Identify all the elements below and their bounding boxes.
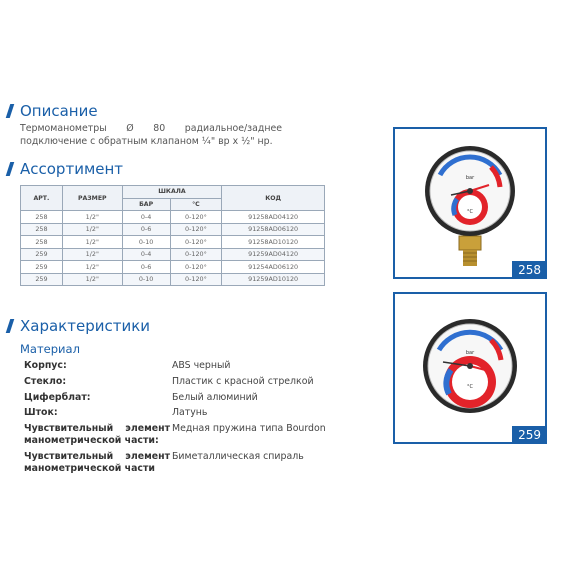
- description-heading: [8, 102, 98, 120]
- table-row: [21, 261, 325, 274]
- table-cell: 91259AD04120: [222, 248, 325, 261]
- property-key: Стекло:: [24, 375, 67, 387]
- photo-label-259: 259: [512, 426, 547, 444]
- property-row: [20, 360, 350, 372]
- table-cell: 0-120°: [170, 273, 222, 286]
- gauge-258-image: [395, 129, 545, 277]
- table-cell: 0-120°: [170, 261, 222, 274]
- table-cell: 0-6: [122, 223, 170, 236]
- table-row: [21, 273, 325, 286]
- table-cell: 0-6: [122, 261, 170, 274]
- table-cell: 0-120°: [170, 223, 222, 236]
- table-cell: 259: [21, 273, 63, 286]
- table-cell: 1/2": [62, 261, 122, 274]
- table-cell: 0-10: [122, 273, 170, 286]
- property-value: ABS черный: [172, 360, 231, 371]
- photo-label-258: 258: [512, 261, 547, 279]
- description-title: Описание: [20, 102, 98, 120]
- property-key: Корпус:: [24, 360, 67, 371]
- assortment-table: [20, 185, 325, 286]
- section-slash-icon: [6, 104, 15, 118]
- property-key: Шток:: [24, 407, 58, 419]
- table-cell: 91254AD06120: [222, 261, 325, 274]
- gauge-unit-celsius: °C: [467, 384, 473, 390]
- desc-word: 80: [153, 123, 166, 134]
- table-cell: 259: [21, 261, 63, 274]
- col-header-bar: БАР: [122, 198, 170, 211]
- gauge-unit-bar: bar: [465, 350, 475, 356]
- product-photo-258: [393, 127, 547, 279]
- table-cell: 1/2": [62, 236, 122, 249]
- table-cell: 0-120°: [170, 236, 222, 249]
- table-cell: 1/2": [62, 211, 122, 224]
- property-row: [20, 376, 350, 388]
- table-cell: 258: [21, 223, 63, 236]
- col-header-celsius: °С: [170, 198, 222, 211]
- properties-list: [20, 360, 350, 478]
- property-key: Чувствительный элемент манометрической части:: [24, 423, 170, 446]
- col-header-scale: ШКАЛА: [122, 186, 222, 199]
- property-value: Латунь: [172, 407, 208, 419]
- table-row: [21, 236, 325, 249]
- table-cell: 0-10: [122, 236, 170, 249]
- table-cell: 1/2": [62, 223, 122, 236]
- description-text: [20, 122, 282, 148]
- property-value: Биметаллическая спираль: [172, 450, 304, 462]
- material-subtitle: Материал: [20, 342, 80, 356]
- desc-word: Ø: [126, 123, 134, 134]
- property-value: Белый алюминий: [172, 391, 258, 403]
- property-value: Медная пружина типа Bourdon: [172, 423, 326, 435]
- table-cell: 91258AD10120: [222, 236, 325, 249]
- table-cell: 1/2": [62, 273, 122, 286]
- product-photo-259: [393, 292, 547, 444]
- table-cell: 0-120°: [170, 211, 222, 224]
- property-value: Пластик с красной стрелкой: [172, 375, 314, 387]
- characteristics-title: Характеристики: [20, 317, 151, 335]
- property-row: [20, 392, 350, 404]
- table-cell: 91258AD06120: [222, 223, 325, 236]
- table-row: [21, 211, 325, 224]
- col-header-art: АРТ.: [21, 186, 63, 211]
- table-cell: 259: [21, 248, 63, 261]
- assortment-heading: [8, 160, 123, 178]
- table-cell: 0-120°: [170, 248, 222, 261]
- property-row: [20, 451, 350, 475]
- col-header-size: РАЗМЕР: [62, 186, 122, 211]
- table-cell: 1/2": [62, 248, 122, 261]
- gauge-unit-bar: bar: [465, 175, 475, 181]
- property-key: Циферблат:: [24, 391, 91, 403]
- property-row: [20, 407, 350, 419]
- table-cell: 0-4: [122, 211, 170, 224]
- table-cell: 258: [21, 236, 63, 249]
- property-key: Чувствительный элемент манометрической части: [24, 450, 170, 474]
- table-cell: 91258AD04120: [222, 211, 325, 224]
- desc-word: радиальное/заднее: [184, 123, 282, 134]
- table-cell: 0-4: [122, 248, 170, 261]
- property-row: [20, 423, 350, 447]
- assortment-title: Ассортимент: [20, 160, 124, 178]
- gauge-259-image: [395, 294, 545, 442]
- desc-word: Термоманометры: [20, 123, 107, 134]
- table-row: [21, 248, 325, 261]
- section-slash-icon: [6, 319, 15, 333]
- section-slash-icon: [6, 162, 15, 176]
- characteristics-heading: [8, 317, 150, 335]
- description-line-1: [20, 122, 282, 135]
- table-cell: 258: [21, 211, 63, 224]
- col-header-code: КОД: [222, 186, 325, 211]
- table-cell: 91259AD10120: [222, 273, 325, 286]
- description-line-2: подключение с обратным клапаном ¼" вр х ½" нр.: [20, 136, 273, 147]
- table-row: [21, 223, 325, 236]
- gauge-unit-celsius: °C: [467, 209, 473, 215]
